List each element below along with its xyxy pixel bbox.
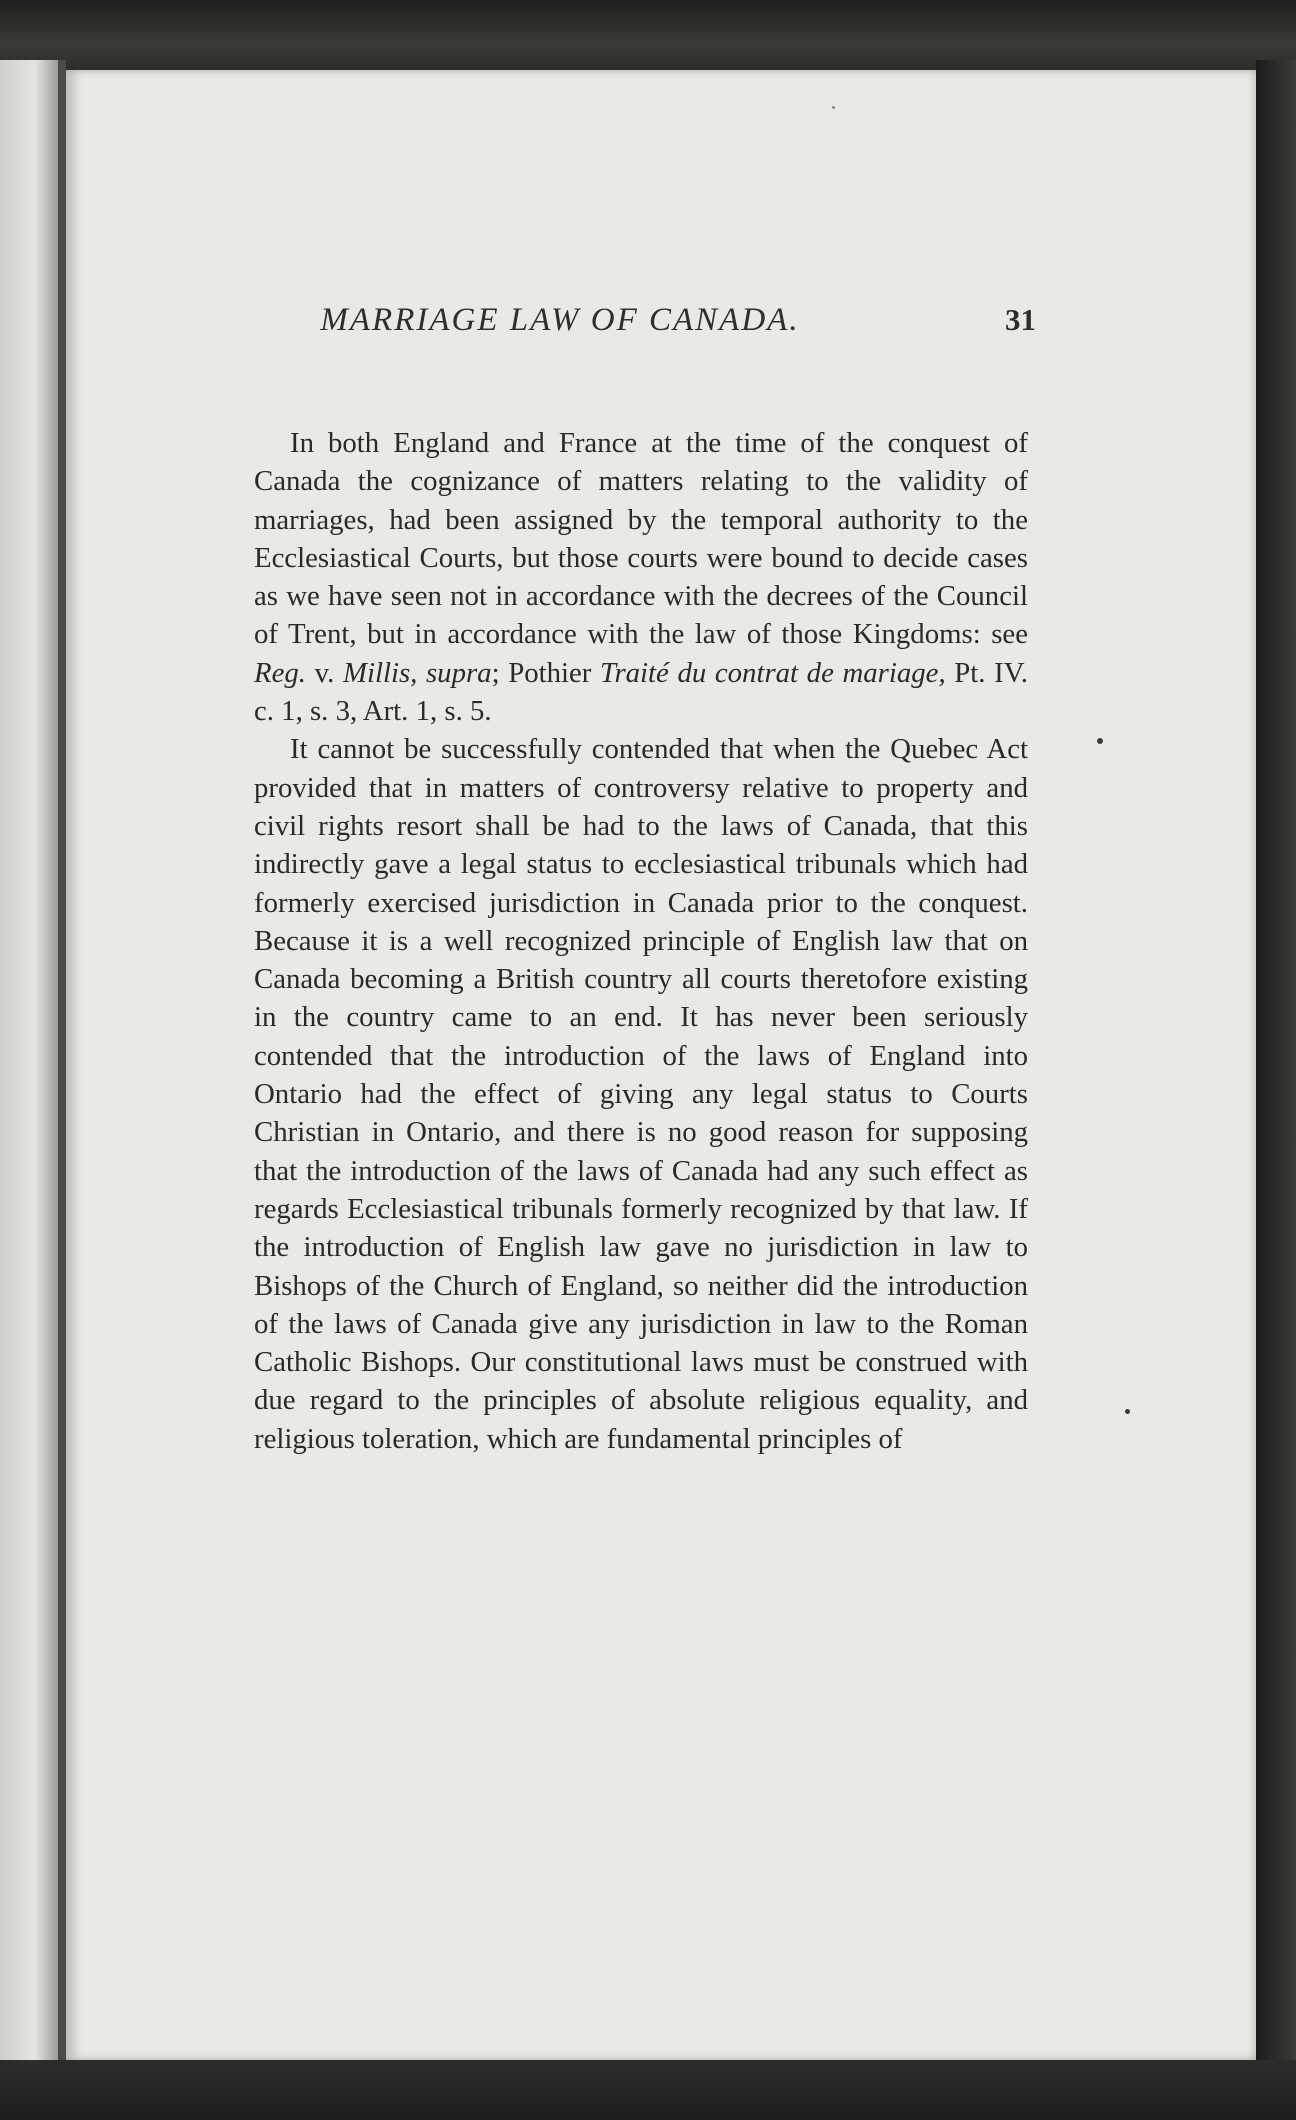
scan-speck	[1125, 1409, 1130, 1414]
book-gutter	[58, 60, 66, 2070]
facing-page-edge	[0, 60, 58, 2070]
body-text	[254, 424, 1028, 1458]
scan-speck	[832, 106, 835, 109]
scan-bottom-border	[0, 2060, 1296, 2120]
paragraph-1	[254, 424, 1028, 730]
page-number: 31	[1005, 302, 1036, 337]
paragraph-1-text-e: ; Pothier	[491, 656, 601, 689]
page-header	[190, 302, 1036, 348]
case-name-millis: Millis, supra	[342, 656, 492, 689]
running-title: MARRIAGE LAW OF CANADA.	[320, 302, 800, 338]
case-name-reg: Reg.	[254, 656, 306, 689]
paragraph-1-text-g: Pt. IV. c. 1, s. 3, Art. 1, s. 5.	[254, 656, 1028, 728]
scan-right-border	[1256, 60, 1296, 2070]
scan-top-border	[0, 0, 1296, 72]
scan-speck	[1097, 738, 1103, 744]
treatise-title: Traité du contrat de mariage,	[600, 656, 946, 689]
paragraph-2: It cannot be successfully contended that when the Quebec Act provided that in matters of controversy relative to property and civil rights resort shall be had to the laws of Canada, that this indirectly gave a legal status to ecclesiastical tribunals which had formerly exercised jurisdiction in Canada prior to the conquest. Because it is a well recognized principle of English law that on Canada becoming a British country all courts theretofore existing in the country came to an end. It has never been seriously contended that the introduction of the laws of England into Ontario had the effect of giving any legal status to Courts Christian in Ontario, and there is no good reason for supposing that the introduction of the laws of Canada had any such effect as regards Ecclesiastical tribunals formerly recognized by that law. If the introduction of English law gave no jurisdiction in law to Bishops of the Church of England, so neither did the introduction of the laws of Canada give any jurisdiction in law to the Roman Catholic Bishops. Our constitutional laws must be construed with due regard to the principles of absolute religious equality, and religious toleration, which are fundamental principles of	[254, 733, 1028, 1455]
paragraph-1-text-a: In both England and France at the time of the conquest of Canada the cognizance of matters relating to the validity of marriages, had been assigned by the temporal authority to the Ecclesiastical Courts, but those courts were bound to decide cases as we have seen not in accordance with the decrees of the Council of Trent, but in accordance with the law of those Kingdoms: see	[254, 427, 1028, 651]
paragraph-1-text-c: v.	[305, 656, 343, 689]
